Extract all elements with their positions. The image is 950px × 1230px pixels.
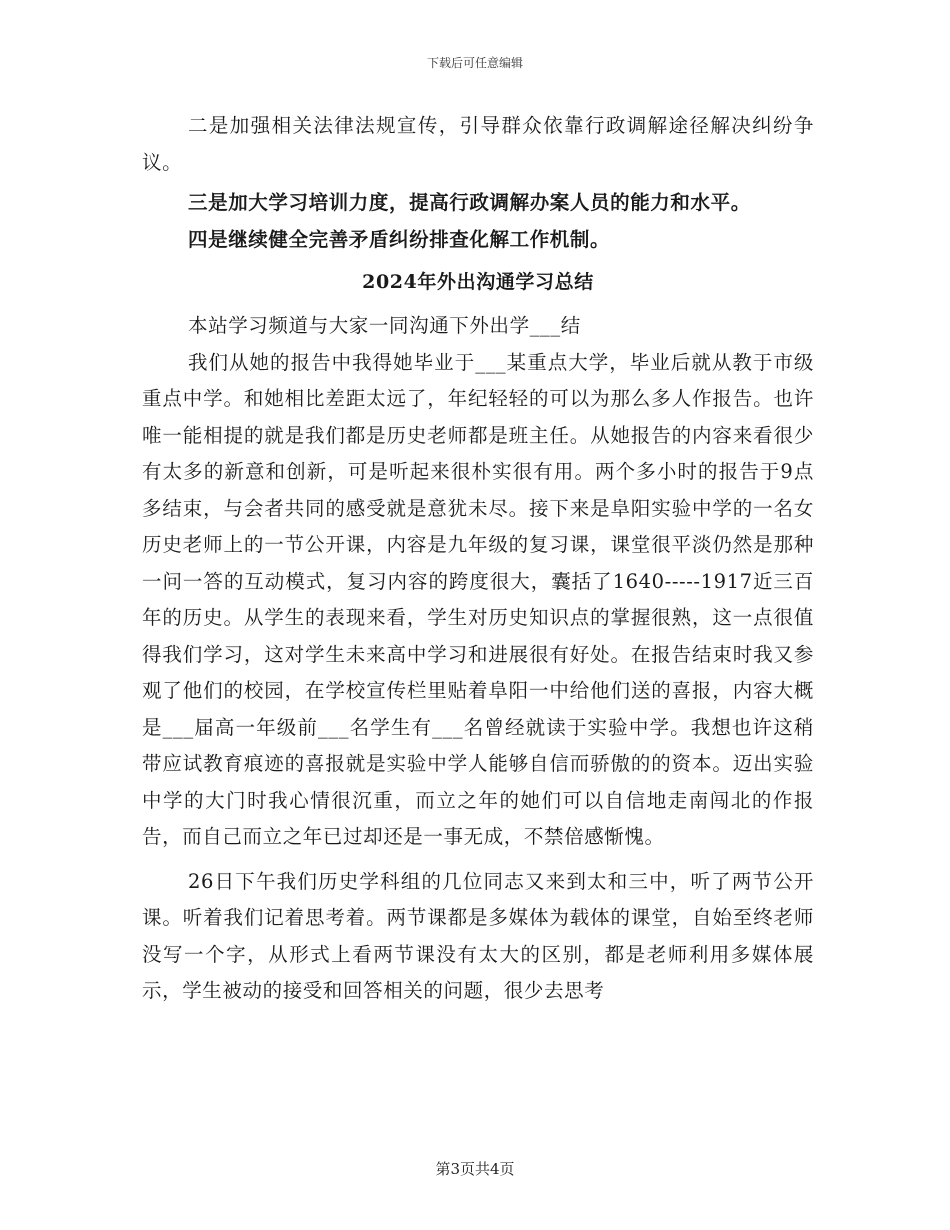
document-title: 2024年外出沟通学习总结 bbox=[362, 271, 594, 293]
intro-item-2: 二是加强相关法律法规宣传，引导群众依靠行政调解途径解决纠纷争议。 bbox=[142, 114, 814, 174]
intro-item-3: 三是加大学习培训力度，提高行政调解办案人员的能力和水平。 bbox=[188, 191, 751, 214]
body-paragraph: 26日下午我们历史学科组的几位同志又来到太和三中，听了两节公开课。听着我们记着思考着。两节课都是多媒体为载体的课堂，自始至终老师没写一个字，从形式上看两节课没有太大的区别，都是老师利用多媒体展示，学生被动的接受和回答相关的问题，很少去思考 bbox=[142, 869, 814, 1002]
page-header: 下载后可任意编辑 bbox=[426, 56, 523, 70]
intro-item-4: 四是继续健全完善矛盾纠纷排查化解工作机制。 bbox=[188, 227, 611, 251]
page-footer: 第3页共4页 bbox=[435, 1160, 515, 1178]
document-body bbox=[142, 108, 814, 1010]
body-paragraph: 我们从她的报告中我得她毕业于___某重点大学，毕业后就从教于市级重点中学。和她相比差距太远了，年纪轻轻的可以为那么多人作报告。也许唯一能相提的就是我们都是历史老师都是班主任。从她报告的内容来看很少有太多的新意和创新，可是听起来很朴实很有用。两个多小时的报告于9点多结束，与会者共同的感受就是意犹未尽。接下来是阜阳实验中学的一名女历史老师上的一节公开课，内容是九年级的复习课，课堂很平淡仍然是那种一问一答的互动模式，复习内容的跨度很大，囊括了1640-----1917近三百年的历史。从学生的表现来看，学生对历史知识点的掌握很熟，这一点很值得我们学习，这对学生未来高中学习和进展很有好处。在报告结束时我又参观了他们的校园，在学校宣传栏里贴着阜阳一中给他们送的喜报，内容大概是___届高一年级前___名学生有___名曾经就读于实验中学。我想也许这稍带应试教育痕迹的喜报就是实验中学人能够自信而骄傲的的资本。迈出实验中学的大门时我心情很沉重，而立之年的她们可以自信地走南闯北的作报告，而自己而立之年已过却还是一事无成，不禁倍感惭愧。 bbox=[142, 350, 814, 848]
body-paragraph: 本站学习频道与大家一同沟通下外出学___结 bbox=[188, 314, 581, 337]
